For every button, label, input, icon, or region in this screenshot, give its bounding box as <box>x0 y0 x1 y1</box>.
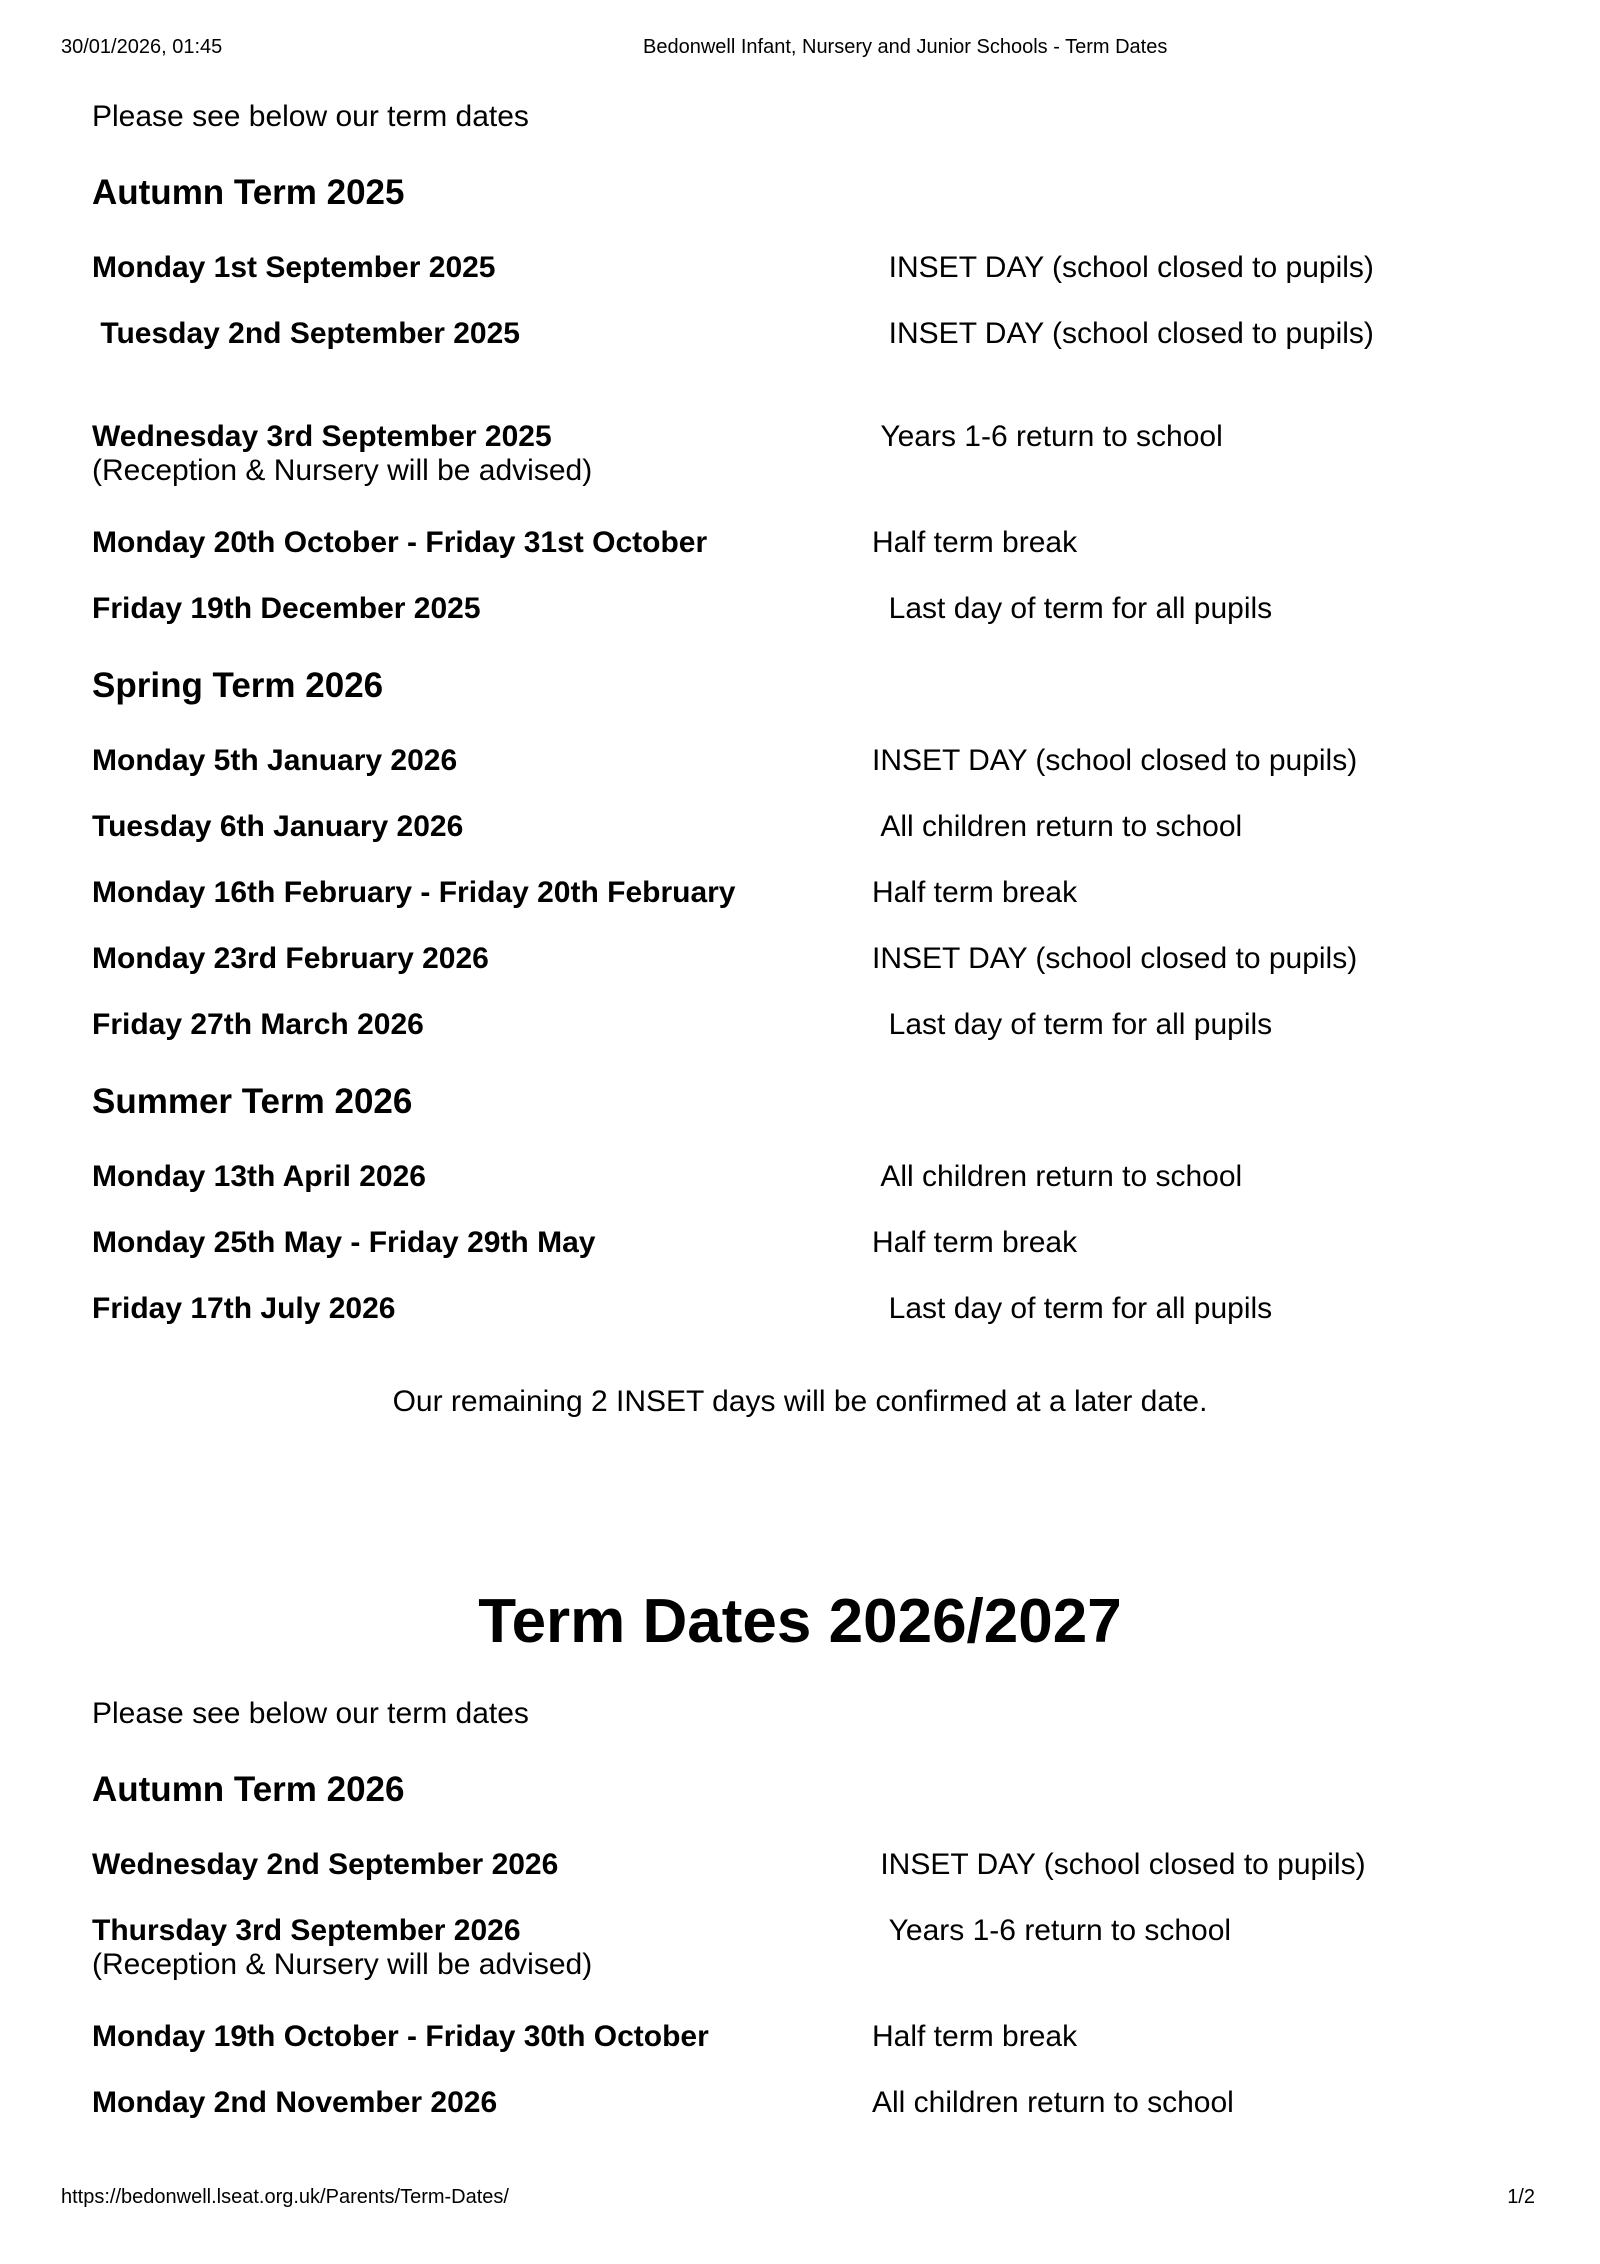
term-row-date <box>92 526 872 560</box>
section-heading: Spring Term 2026 <box>92 666 384 705</box>
section-heading: Autumn Term 2025 <box>92 173 405 212</box>
term-row-date <box>92 2020 872 2054</box>
term-row-description: Last day of term for all pupils <box>872 1008 1273 1041</box>
term-row <box>92 2086 1508 2120</box>
term-row-date <box>92 1160 872 1194</box>
term-row-description: INSET DAY (school closed to pupils) <box>872 942 1358 975</box>
term-row-date-text: Monday 19th October - Friday 30th October <box>92 2020 709 2053</box>
term-row-date-note: (Reception & Nursery will be advised) <box>92 454 593 487</box>
term-section <box>92 175 1508 626</box>
term-row <box>92 317 1508 351</box>
term-row-date <box>92 810 872 844</box>
term-row <box>92 1160 1508 1194</box>
term-row <box>92 1008 1508 1042</box>
term-row <box>92 876 1508 910</box>
term-row <box>92 1848 1508 1882</box>
term-row-description: INSET DAY (school closed to pupils) <box>872 744 1358 777</box>
term-row-date <box>92 420 872 488</box>
term-row-description: Last day of term for all pupils <box>872 592 1273 625</box>
term-row-date-text: Monday 2nd November 2026 <box>92 2086 498 2119</box>
print-footer-page-number: 1/2 <box>1507 2186 1535 2208</box>
term-row-date <box>92 251 872 285</box>
term-row-description: All children return to school <box>872 810 1243 843</box>
print-header-title: Bedonwell Infant, Nursery and Junior Schools - Term Dates <box>643 36 1168 58</box>
term-row-description: Half term break <box>872 1226 1078 1259</box>
term-sections-2025-2026 <box>92 175 1508 1326</box>
term-row-date-text: Monday 20th October - Friday 31st October <box>92 526 708 559</box>
term-row-date-text: Monday 13th April 2026 <box>92 1160 426 1193</box>
term-row-date <box>92 1226 872 1260</box>
term-section <box>92 668 1508 1042</box>
term-row <box>92 744 1508 778</box>
term-row-description: Half term break <box>872 876 1078 909</box>
term-row-date <box>92 592 872 626</box>
term-row <box>92 1226 1508 1260</box>
term-row-date-text: Friday 17th July 2026 <box>92 1292 396 1325</box>
term-row-date <box>92 1008 872 1042</box>
print-header-datetime: 30/01/2026, 01:45 <box>61 36 223 58</box>
term-row <box>92 420 1508 488</box>
inset-note: Our remaining 2 INSET days will be confirmed at a later date. <box>392 1385 1208 1418</box>
term-row-date-text: Monday 5th January 2026 <box>92 744 458 777</box>
term-row-description: Half term break <box>872 526 1078 559</box>
term-row-description: All children return to school <box>872 2086 1234 2119</box>
term-row <box>92 1292 1508 1326</box>
term-row-description: INSET DAY (school closed to pupils) <box>872 317 1374 350</box>
term-row <box>92 2020 1508 2054</box>
term-row <box>92 526 1508 560</box>
term-section <box>92 1084 1508 1326</box>
term-sections-2026-2027 <box>92 1772 1508 2120</box>
term-row-date-text: Wednesday 3rd September 2025 <box>92 420 552 453</box>
term-row <box>92 592 1508 626</box>
term-row-date-text: Monday 1st September 2025 <box>92 251 496 284</box>
term-row-date <box>92 1848 872 1882</box>
term-row-date <box>92 1914 872 1982</box>
term-row-description: Last day of term for all pupils <box>872 1292 1273 1325</box>
term-row-date-text: Monday 25th May - Friday 29th May <box>92 1226 596 1259</box>
term-row <box>92 251 1508 285</box>
term-row-description: INSET DAY (school closed to pupils) <box>872 251 1374 284</box>
term-row <box>92 1914 1508 1982</box>
term-row-date <box>92 876 872 910</box>
intro-text: Please see below our term dates <box>92 100 529 133</box>
term-row-date-text: Friday 27th March 2026 <box>92 1008 424 1041</box>
term-row-description: All children return to school <box>872 1160 1243 1193</box>
term-row-description: Years 1-6 return to school <box>872 420 1223 453</box>
intro-text-2: Please see below our term dates <box>92 1697 529 1730</box>
term-row <box>92 810 1508 844</box>
term-row-date-text: Tuesday 6th January 2026 <box>92 810 464 843</box>
term-row-date <box>92 942 872 976</box>
year2-title: Term Dates 2026/2027 <box>478 1587 1122 1656</box>
section-heading: Summer Term 2026 <box>92 1082 413 1121</box>
term-row-date-text: Monday 16th February - Friday 20th February <box>92 876 736 909</box>
print-footer-url: https://bedonwell.lseat.org.uk/Parents/Term-Dates/ <box>61 2186 509 2208</box>
term-section <box>92 1772 1508 2120</box>
term-row-description: INSET DAY (school closed to pupils) <box>872 1848 1366 1881</box>
term-row-description: Half term break <box>872 2020 1078 2053</box>
term-row-date-text: Friday 19th December 2025 <box>92 592 481 625</box>
term-row-date-text: Monday 23rd February 2026 <box>92 942 489 975</box>
term-dates-content <box>92 0 1508 2120</box>
term-row <box>92 942 1508 976</box>
term-row-date <box>92 1292 872 1326</box>
term-row-description: Years 1-6 return to school <box>872 1914 1232 1947</box>
term-row-date <box>92 317 872 351</box>
term-row-date <box>92 744 872 778</box>
term-row-date-text: Thursday 3rd September 2026 <box>92 1914 521 1947</box>
term-row-date-text: Tuesday 2nd September 2025 <box>92 317 520 350</box>
term-row-date-text: Wednesday 2nd September 2026 <box>92 1848 559 1881</box>
section-heading: Autumn Term 2026 <box>92 1770 405 1809</box>
term-row-date-note: (Reception & Nursery will be advised) <box>92 1948 593 1981</box>
term-row-date <box>92 2086 872 2120</box>
print-footer <box>0 2186 1600 2212</box>
